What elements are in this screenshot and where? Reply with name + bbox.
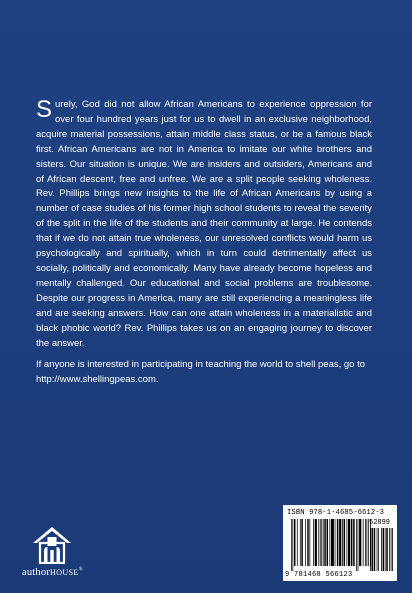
blurb-paragraph [36, 98, 372, 351]
barcode-digits: 9 781468 566123 [285, 571, 353, 579]
publisher-house-book-icon [32, 526, 72, 564]
drop-cap-letter: S [36, 96, 53, 123]
price-addon-code: 52899 [369, 519, 391, 527]
publisher-name: authorHOUSE® [22, 567, 83, 578]
blurb-text: urely, God did not allow African Americans to experience oppression for over four hundred years just for us to dwell in an exclusive neighborhood, acquire material possessions, attain middle class status, or be a famous black first. African Americans are not in America to imitate our white brothers and sisters. Our situation is unique. We are insiders and outsiders, Americans and of African descent, free and unfree. We are a split people seeking wholeness. Rev. Phillips brings new insights to the life of African Americans by using a number of case studies of his former high school students to reveal the severity of the split in the life of the students and their community at large. He contends that if we do not attain true wholeness, our unresolved conflicts would harm us psychologically and spiritually, which in turn could detrimentally affect us socially, politically and economically. Many have already become hopeless and mentally challenged. Our educational and social problems are troublesome. Despite our progress in America, many are still experiencing a meaningless life and are seeking answers. How can one attain wholeness in a materialistic and black phobic world? Rev. Phillips takes us on an engaging journey to discover the answer. [36, 99, 372, 349]
ean-barcode-bars [291, 519, 371, 571]
isbn-text: ISBN 978-1-4685-6612-3 [287, 509, 385, 517]
website-note: If anyone is interested in participating in teaching the world to shell peas, go to http://www.shellingpeas.com. [36, 359, 366, 385]
publisher-logo [22, 526, 92, 582]
addon-barcode-bars [370, 528, 393, 571]
isbn-barcode [283, 505, 397, 581]
